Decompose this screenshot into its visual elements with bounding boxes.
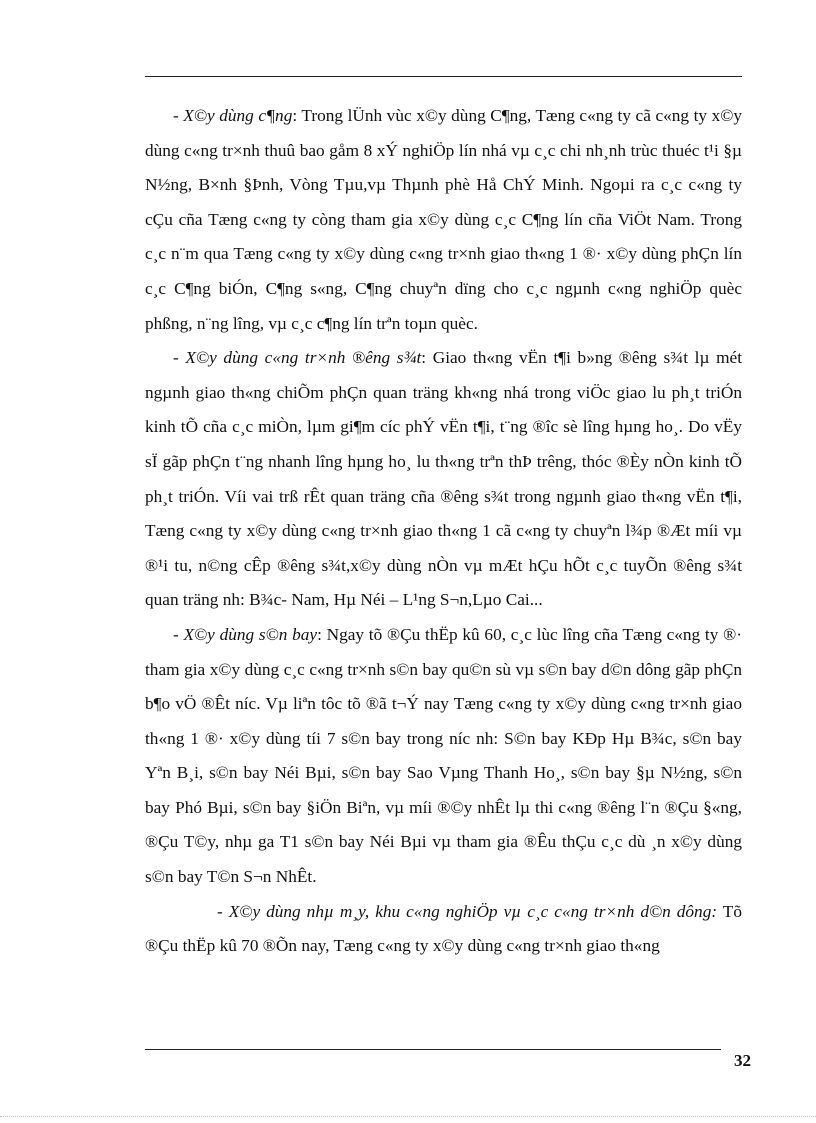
paragraph-heading: - X©y dùng nhµ m¸y, khu c«ng nghiÖp vµ c¸c c«ng tr×nh d©n dông: xyxy=(217,901,718,921)
footer-rule xyxy=(145,1049,721,1050)
header-rule xyxy=(145,76,742,77)
document-body xyxy=(145,99,742,964)
paragraph-text: : Giao th«ng vËn t¶i b»ng ®êng s¾t lµ mét ngµnh giao th«ng chiÕm phÇn quan träng kh«ng nhá trong viÖc giao lu ph¸t triÓn kinh tÕ cña c¸c miÒn, lµm gi¶m cíc phÝ vËn t¶i, t¨ng ®îc sè lîng hµng ho¸. Do vËy sÏ gãp phÇn t¨ng nhanh lîng hµng ho¸ lu th«ng trªn thÞ trêng, thóc ®Èy nÒn kinh tÕ ph¸t triÓn. Víi vai trß rÊt quan träng cña ®êng s¾t trong ngµnh giao th«ng vËn t¶i, Tæng c«ng ty x©y dùng c«ng tr×nh giao th«ng 1 cã c«ng ty chuyªn l¾p ®Æt míi vµ ®¹i tu, n©ng cÊp ®êng s¾t,x©y dùng nÒn vµ mÆt hÇu hÕt c¸c tuyÕn ®êng s¾t quan träng nh: B¾c- Nam, Hµ Néi – L¹ng S¬n,Lµo Cai... xyxy=(145,348,742,610)
paragraph-heading: - X©y dùng c«ng tr×nh ®êng s¾t xyxy=(173,348,422,368)
paragraph-airport-construction xyxy=(145,618,742,895)
paragraph-railway-construction xyxy=(145,341,742,618)
page-edge-divider xyxy=(0,1116,816,1117)
paragraph-text: : Ngay tõ ®Çu thËp kû 60, c¸c lùc lîng cña Tæng c«ng ty ®· tham gia x©y dùng c¸c c«ng tr×nh s©n bay qu©n sù vµ s©n bay d©n dông gãp phÇn b¶o vÖ ®Êt níc. Vµ liªn tôc tõ ®ã t¬Ý nay Tæng c«ng ty x©y dùng c«ng tr×nh giao th«ng 1 ®· x©y dùng tíi 7 s©n bay trong níc nh: S©n bay KÐp Hµ B¾c, s©n bay Yªn B¸i, s©n bay Néi Bµi, s©n bay Sao Vµng Thanh Ho¸, s©n bay §µ N½ng, s©n bay Phó Bµi, s©n bay §iÖn Biªn, vµ míi ®©y nhÊt lµ thi c«ng ®êng l¨n ®Çu §«ng, ®Çu T©y, nhµ ga T1 s©n bay Néi Bµi vµ tham gia ®Êu thÇu c¸c dù ¸n x©y dùng s©n bay T©n S¬n NhÊt. xyxy=(145,624,742,887)
paragraph-text: Tõ ®Çu thËp kû 70 ®Õn nay, Tæng c«ng ty x©y dùng c«ng tr×nh giao th«ng xyxy=(145,901,742,956)
paragraph-heading: - X©y dùng s©n bay xyxy=(173,624,318,644)
page-number: 32 xyxy=(734,1051,751,1070)
paragraph-port-construction xyxy=(145,99,742,341)
paragraph-text: : Trong lÜnh vùc x©y dùng C¶ng, Tæng c«ng ty cã c«ng ty x©y dùng c«ng tr×nh thuû bao gåm 8 xÝ nghiÖp lín nhá vµ c¸c chi nh¸nh trùc thuéc t¹i §µ N½ng, B×nh §Þnh, Vòng Tµu,vµ Thµnh phè Hå ChÝ Minh. Ngoµi ra c¸c c«ng ty cÇu cña Tæng c«ng ty còng tham gia x©y dùng c¸c C¶ng lín cña ViÖt Nam. Trong c¸c n¨m qua Tæng c«ng ty x©y dùng c«ng tr×nh giao th«ng 1 ®· x©y dùng phÇn lín c¸c C¶ng biÓn, C¶ng s«ng, C¶ng chuyªn dïng cho c¸c ngµnh c«ng nghiÖp quèc phßng, n¨ng lîng, vµ c¸c c¶ng lín trªn toµn quèc. xyxy=(145,106,742,333)
paragraph-heading: - X©y dùng c¶ng xyxy=(173,106,293,125)
paragraph-factory-construction xyxy=(145,895,742,964)
